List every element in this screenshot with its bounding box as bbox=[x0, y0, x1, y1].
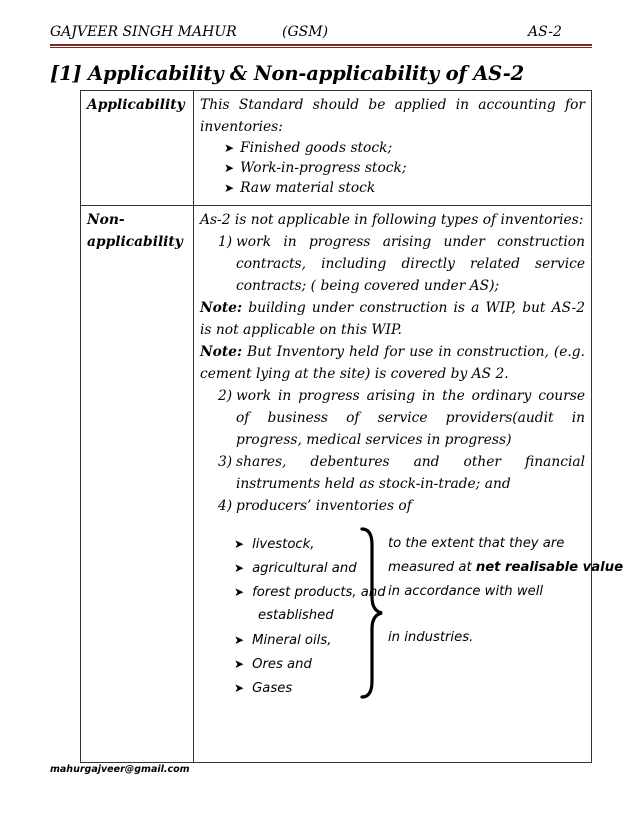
non-applicability-row bbox=[81, 206, 592, 763]
list-item: 1) work in progress arising under construction contracts, including directly related service contracts; ( being covered under AS); bbox=[218, 234, 585, 294]
brace-text-line: in industries. bbox=[388, 630, 474, 645]
section-title bbox=[50, 62, 524, 85]
exclusion-list-b bbox=[200, 385, 585, 517]
applicability-content bbox=[194, 91, 592, 206]
producers-inventory-brace bbox=[200, 521, 624, 759]
list-item: 4) producers’ inventories of bbox=[218, 498, 412, 514]
non-applicability-content bbox=[194, 206, 624, 763]
list-item: ➤ forest products, and bbox=[234, 585, 386, 600]
note-cement-inventory: Note: But Inventory held for use in construction, (e.g. cement lying at the site) is covered by AS 2. bbox=[200, 344, 585, 382]
arrow-bullet-icon: ➤ bbox=[224, 141, 235, 155]
arrow-bullet-icon: ➤ bbox=[234, 561, 245, 575]
brace-text-line: to the extent that they are bbox=[388, 536, 565, 551]
arrow-bullet-icon: ➤ bbox=[224, 181, 235, 195]
curly-brace-icon bbox=[358, 525, 386, 701]
list-item: ➤ Raw material stock bbox=[224, 180, 376, 196]
non-applicability-intro: As-2 is not applicable in following types of inventories: bbox=[200, 212, 584, 228]
list-item: ➤ livestock, bbox=[234, 537, 315, 552]
applicability-row bbox=[81, 91, 592, 206]
list-item: ➤ Gases bbox=[234, 681, 293, 696]
applicability-list bbox=[200, 138, 585, 198]
section-number: [1] bbox=[50, 62, 82, 85]
applicability-table bbox=[80, 90, 624, 763]
page-header bbox=[50, 24, 592, 44]
non-applicability-label: Non- applicability bbox=[81, 206, 194, 763]
arrow-bullet-icon: ➤ bbox=[224, 161, 235, 175]
list-item-continuation: established bbox=[258, 608, 334, 623]
list-item: ➤ Finished goods stock; bbox=[224, 140, 393, 156]
list-item: 3) shares, debentures and other financial instruments held as stock-in-trade; and bbox=[218, 454, 585, 492]
arrow-bullet-icon: ➤ bbox=[234, 657, 245, 671]
footer-email: mahurgajveer@gmail.com bbox=[50, 764, 190, 775]
note-building-wip: Note: building under construction is a WIP, but AS-2 is not applicable on this WIP. bbox=[200, 300, 585, 338]
arrow-bullet-icon: ➤ bbox=[234, 681, 245, 695]
list-item: ➤ Work-in-progress stock; bbox=[224, 160, 407, 176]
header-rule bbox=[50, 44, 592, 48]
list-item: ➤ agricultural and bbox=[234, 561, 357, 576]
brace-text-line: in accordance with well bbox=[388, 584, 544, 599]
exclusion-list-a bbox=[200, 231, 585, 297]
list-item: ➤ Mineral oils, bbox=[234, 633, 332, 648]
applicability-label: Applicability bbox=[81, 91, 194, 206]
list-item: 2) work in progress arising in the ordinary course of business of service providers(audit in progress, medical services in progress) bbox=[218, 388, 585, 448]
arrow-bullet-icon: ➤ bbox=[234, 585, 245, 599]
arrow-bullet-icon: ➤ bbox=[234, 633, 245, 647]
section-heading: Applicability & Non-applicability of AS-2 bbox=[88, 62, 525, 85]
arrow-bullet-icon: ➤ bbox=[234, 537, 245, 551]
brace-text-line: measured at net realisable value bbox=[388, 560, 624, 575]
list-item: ➤ Ores and bbox=[234, 657, 312, 672]
author-initials: (GSM) bbox=[282, 24, 329, 40]
applicability-intro: This Standard should be applied in accounting for inventories: bbox=[200, 97, 585, 135]
document-code: AS-2 bbox=[528, 24, 562, 40]
author-name: GAJVEER SINGH MAHUR bbox=[50, 24, 237, 40]
